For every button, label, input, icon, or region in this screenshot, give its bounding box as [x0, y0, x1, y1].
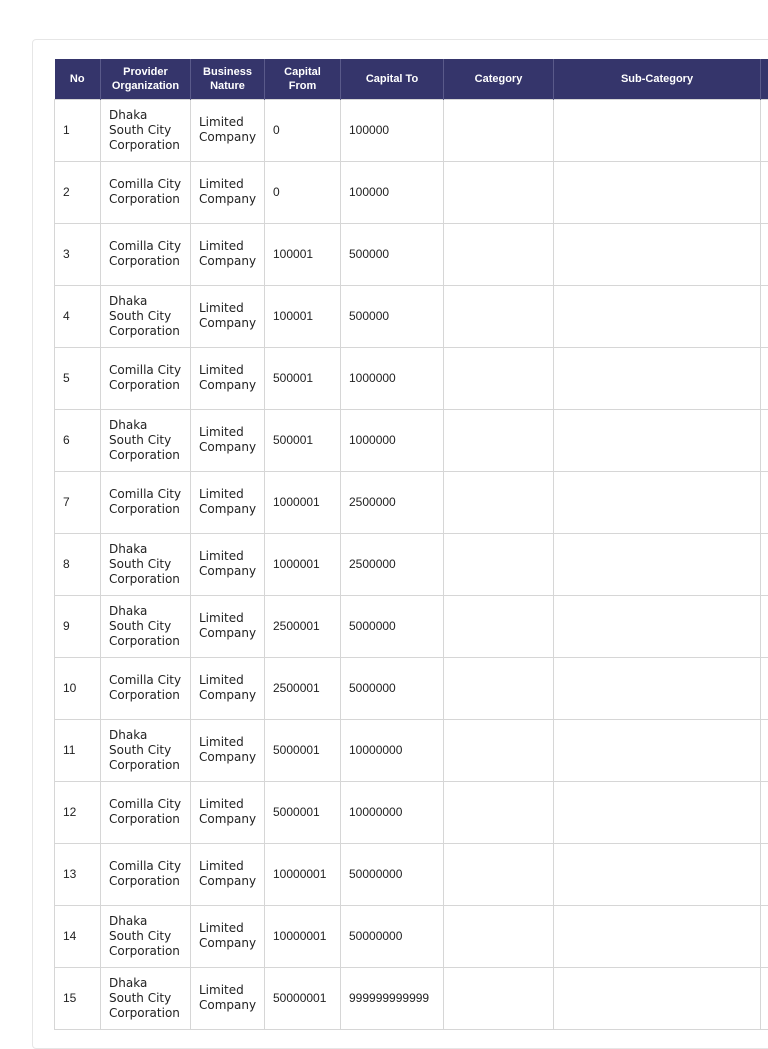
extra-cell [761, 781, 768, 843]
header-category[interactable]: Category [444, 59, 554, 99]
capital-to-cell: 500000 [341, 223, 444, 285]
extra-cell [761, 471, 768, 533]
provider-organization-cell: Comilla City Corporation [101, 781, 191, 843]
sub-category-cell [554, 161, 761, 223]
provider-organization-cell: Dhaka South City Corporation [101, 967, 191, 1029]
category-cell [444, 99, 554, 161]
category-cell [444, 595, 554, 657]
business-nature-cell: Limited Company [191, 595, 265, 657]
category-cell [444, 905, 554, 967]
provider-organization-cell: Dhaka South City Corporation [101, 595, 191, 657]
header-sub-category[interactable]: Sub-Category [554, 59, 761, 99]
capital-range-table [54, 59, 768, 1030]
capital-to-cell: 10000000 [341, 781, 444, 843]
extra-cell [761, 657, 768, 719]
capital-from-cell: 0 [265, 161, 341, 223]
table-row[interactable] [55, 657, 768, 719]
capital-from-cell: 2500001 [265, 595, 341, 657]
business-nature-cell: Limited Company [191, 161, 265, 223]
extra-cell [761, 967, 768, 1029]
capital-to-cell: 5000000 [341, 657, 444, 719]
row-number: 11 [55, 719, 101, 781]
sub-category-cell [554, 843, 761, 905]
provider-organization-cell: Comilla City Corporation [101, 161, 191, 223]
extra-cell [761, 409, 768, 471]
sub-category-cell [554, 347, 761, 409]
capital-from-cell: 1000001 [265, 471, 341, 533]
table-row[interactable] [55, 967, 768, 1029]
business-nature-cell: Limited Company [191, 533, 265, 595]
capital-from-cell: 5000001 [265, 781, 341, 843]
business-nature-cell: Limited Company [191, 657, 265, 719]
business-nature-cell: Limited Company [191, 285, 265, 347]
business-nature-cell: Limited Company [191, 781, 265, 843]
sub-category-cell [554, 595, 761, 657]
header-extra [761, 59, 768, 99]
row-number: 12 [55, 781, 101, 843]
table-row[interactable] [55, 285, 768, 347]
table-container [54, 59, 768, 1030]
table-row[interactable] [55, 161, 768, 223]
table-row[interactable] [55, 409, 768, 471]
capital-from-cell: 10000001 [265, 905, 341, 967]
sub-category-cell [554, 657, 761, 719]
capital-to-cell: 10000000 [341, 719, 444, 781]
table-row[interactable] [55, 843, 768, 905]
business-nature-cell: Limited Company [191, 843, 265, 905]
provider-organization-cell: Comilla City Corporation [101, 657, 191, 719]
header-no[interactable]: No [55, 59, 101, 99]
table-header-row [55, 59, 768, 99]
row-number: 2 [55, 161, 101, 223]
sub-category-cell [554, 223, 761, 285]
provider-organization-cell: Dhaka South City Corporation [101, 99, 191, 161]
category-cell [444, 967, 554, 1029]
sub-category-cell [554, 781, 761, 843]
sub-category-cell [554, 905, 761, 967]
business-nature-cell: Limited Company [191, 905, 265, 967]
extra-cell [761, 905, 768, 967]
extra-cell [761, 347, 768, 409]
category-cell [444, 161, 554, 223]
capital-to-cell: 50000000 [341, 843, 444, 905]
capital-from-cell: 500001 [265, 347, 341, 409]
capital-to-cell: 2500000 [341, 471, 444, 533]
category-cell [444, 533, 554, 595]
capital-to-cell: 500000 [341, 285, 444, 347]
capital-to-cell: 999999999999 [341, 967, 444, 1029]
table-row[interactable] [55, 347, 768, 409]
category-cell [444, 657, 554, 719]
category-cell [444, 781, 554, 843]
provider-organization-cell: Dhaka South City Corporation [101, 719, 191, 781]
capital-to-cell: 5000000 [341, 595, 444, 657]
extra-cell [761, 595, 768, 657]
extra-cell [761, 533, 768, 595]
row-number: 9 [55, 595, 101, 657]
table-row[interactable] [55, 471, 768, 533]
provider-organization-cell: Comilla City Corporation [101, 471, 191, 533]
row-number: 5 [55, 347, 101, 409]
capital-from-cell: 0 [265, 99, 341, 161]
category-cell [444, 409, 554, 471]
provider-organization-cell: Dhaka South City Corporation [101, 409, 191, 471]
business-nature-cell: Limited Company [191, 347, 265, 409]
business-nature-cell: Limited Company [191, 967, 265, 1029]
capital-from-cell: 100001 [265, 285, 341, 347]
row-number: 15 [55, 967, 101, 1029]
sub-category-cell [554, 967, 761, 1029]
extra-cell [761, 843, 768, 905]
sub-category-cell [554, 99, 761, 161]
capital-from-cell: 2500001 [265, 657, 341, 719]
capital-to-cell: 2500000 [341, 533, 444, 595]
capital-from-cell: 100001 [265, 223, 341, 285]
row-number: 1 [55, 99, 101, 161]
row-number: 6 [55, 409, 101, 471]
row-number: 3 [55, 223, 101, 285]
row-number: 14 [55, 905, 101, 967]
header-business-nature[interactable]: Business Nature [191, 59, 265, 99]
category-cell [444, 843, 554, 905]
capital-from-cell: 10000001 [265, 843, 341, 905]
category-cell [444, 285, 554, 347]
category-cell [444, 719, 554, 781]
table-row[interactable] [55, 99, 768, 161]
extra-cell [761, 99, 768, 161]
row-number: 4 [55, 285, 101, 347]
sub-category-cell [554, 533, 761, 595]
provider-organization-cell: Dhaka South City Corporation [101, 285, 191, 347]
header-capital-to[interactable]: Capital To [341, 59, 444, 99]
extra-cell [761, 223, 768, 285]
header-capital-from[interactable]: Capital From [265, 59, 341, 99]
capital-to-cell: 100000 [341, 99, 444, 161]
capital-from-cell: 5000001 [265, 719, 341, 781]
table-body [55, 99, 768, 1029]
capital-from-cell: 50000001 [265, 967, 341, 1029]
provider-organization-cell: Dhaka South City Corporation [101, 905, 191, 967]
header-provider-organization[interactable]: Provider Organization [101, 59, 191, 99]
table-row[interactable] [55, 223, 768, 285]
sub-category-cell [554, 719, 761, 781]
sub-category-cell [554, 471, 761, 533]
row-number: 7 [55, 471, 101, 533]
provider-organization-cell: Comilla City Corporation [101, 347, 191, 409]
extra-cell [761, 161, 768, 223]
table-row[interactable] [55, 533, 768, 595]
business-nature-cell: Limited Company [191, 223, 265, 285]
extra-cell [761, 285, 768, 347]
capital-from-cell: 500001 [265, 409, 341, 471]
sub-category-cell [554, 285, 761, 347]
business-nature-cell: Limited Company [191, 719, 265, 781]
business-nature-cell: Limited Company [191, 99, 265, 161]
table-row[interactable] [55, 719, 768, 781]
capital-to-cell: 50000000 [341, 905, 444, 967]
business-nature-cell: Limited Company [191, 409, 265, 471]
category-cell [444, 223, 554, 285]
provider-organization-cell: Comilla City Corporation [101, 843, 191, 905]
table-row[interactable] [55, 905, 768, 967]
category-cell [444, 347, 554, 409]
capital-to-cell: 1000000 [341, 347, 444, 409]
row-number: 10 [55, 657, 101, 719]
sub-category-cell [554, 409, 761, 471]
category-cell [444, 471, 554, 533]
table-row[interactable] [55, 595, 768, 657]
capital-to-cell: 1000000 [341, 409, 444, 471]
provider-organization-cell: Dhaka South City Corporation [101, 533, 191, 595]
row-number: 13 [55, 843, 101, 905]
row-number: 8 [55, 533, 101, 595]
extra-cell [761, 719, 768, 781]
table-row[interactable] [55, 781, 768, 843]
business-nature-cell: Limited Company [191, 471, 265, 533]
provider-organization-cell: Comilla City Corporation [101, 223, 191, 285]
capital-from-cell: 1000001 [265, 533, 341, 595]
capital-to-cell: 100000 [341, 161, 444, 223]
